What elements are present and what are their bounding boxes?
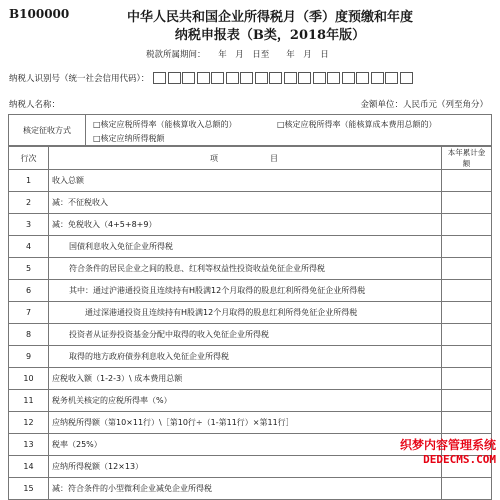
amount-cell[interactable] [442, 192, 492, 214]
taxpayer-id-label: 纳税人识别号（统一社会信用代码）： [9, 74, 150, 84]
line-number: 2 [9, 192, 49, 214]
line-item: 减：不征税收入 [49, 192, 442, 214]
form-code: B100000 [9, 7, 70, 21]
amount-cell[interactable] [442, 478, 492, 500]
table-row [9, 214, 492, 236]
taxpayer-name-label: 纳税人名称： [9, 100, 61, 110]
table-row [9, 170, 492, 192]
line-number: 1 [9, 170, 49, 192]
line-item: 应纳税所得额（第10×11行）\［第10行÷（1-第11行）×第11行］ [49, 412, 442, 434]
line-number: 8 [9, 324, 49, 346]
id-digit-box[interactable] [356, 72, 369, 84]
line-item: 取得的地方政府债券利息收入免征企业所得税 [49, 346, 442, 368]
table-row [9, 390, 492, 412]
line-number: 5 [9, 258, 49, 280]
id-digit-box[interactable] [211, 72, 224, 84]
amount-unit: 金额单位：人民币元（列至角分） [360, 100, 488, 110]
amount-cell[interactable] [442, 346, 492, 368]
line-item: 税率（25%） [49, 434, 442, 456]
id-digit-box[interactable] [255, 72, 268, 84]
id-digit-box[interactable] [153, 72, 166, 84]
line-item: 投资者从证券投资基金分配中取得的收入免征企业所得税 [49, 324, 442, 346]
line-number: 9 [9, 346, 49, 368]
amount-cell[interactable] [442, 434, 492, 456]
form-title-line2: 纳税申报表（B类，2018年版） [174, 28, 366, 43]
line-item: 应税收入额（1-2-3）\ 成本费用总额 [49, 368, 442, 390]
id-digit-box[interactable] [313, 72, 326, 84]
amount-cell[interactable] [442, 302, 492, 324]
amount-cell[interactable] [442, 214, 492, 236]
id-digit-box[interactable] [168, 72, 181, 84]
table-row [9, 368, 492, 390]
line-number: 10 [9, 368, 49, 390]
line-item: 税务机关核定的应税所得率（%） [49, 390, 442, 412]
id-digit-box[interactable] [371, 72, 384, 84]
table-row [9, 346, 492, 368]
amount-cell[interactable] [442, 236, 492, 258]
watermark-text-cn: 织梦内容管理系统 [399, 438, 496, 452]
line-item: 符合条件的居民企业之间的股息、红利等权益性投资收益免征企业所得税 [49, 258, 442, 280]
line-number: 15 [9, 478, 49, 500]
table-row [9, 302, 492, 324]
line-item: 其中：通过沪港通投资且连续持有H股满12个月取得的股息红利所得免征企业所得税 [49, 280, 442, 302]
line-number: 13 [9, 434, 49, 456]
taxpayer-id-row [9, 72, 414, 84]
table-header-row [9, 147, 492, 170]
table-row [9, 456, 492, 478]
id-digit-box[interactable] [342, 72, 355, 84]
tax-return-table [8, 146, 492, 500]
tax-period: 税款所属期间： 年 月 日至 年 月 日 [146, 50, 329, 60]
amount-cell[interactable] [442, 456, 492, 478]
collection-method-label: 核定征收方式 [9, 115, 86, 145]
line-number: 6 [9, 280, 49, 302]
option-cost-based-rate[interactable]: □核定应税所得率（能核算成本费用总额的） [277, 120, 437, 129]
line-number: 14 [9, 456, 49, 478]
taxpayer-id-boxes[interactable] [153, 72, 414, 84]
amount-cell[interactable] [442, 258, 492, 280]
amount-cell[interactable] [442, 368, 492, 390]
id-digit-box[interactable] [240, 72, 253, 84]
line-number: 12 [9, 412, 49, 434]
watermark-text-en: DEDECMS.COM [423, 453, 496, 466]
table-row [9, 258, 492, 280]
id-digit-box[interactable] [400, 72, 413, 84]
table-row [9, 280, 492, 302]
id-digit-box[interactable] [385, 72, 398, 84]
line-item: 收入总额 [49, 170, 442, 192]
table-row [9, 434, 492, 456]
id-digit-box[interactable] [197, 72, 210, 84]
table-row [9, 478, 492, 500]
table-row [9, 236, 492, 258]
line-number: 3 [9, 214, 49, 236]
line-number: 11 [9, 390, 49, 412]
form-title-line1: 中华人民共和国企业所得税月（季）度预缴和年度 [126, 10, 413, 25]
line-item: 国债利息收入免征企业所得税 [49, 236, 442, 258]
header-cumulative-amount: 本年累计金额 [442, 147, 492, 170]
amount-cell[interactable] [442, 390, 492, 412]
id-digit-box[interactable] [226, 72, 239, 84]
table-row [9, 412, 492, 434]
id-digit-box[interactable] [298, 72, 311, 84]
header-line-no: 行次 [9, 147, 49, 170]
line-item: 减：免税收入（4+5+8+9） [49, 214, 442, 236]
amount-cell[interactable] [442, 412, 492, 434]
line-item: 减：符合条件的小型微利企业减免企业所得税 [49, 478, 442, 500]
line-item: 应纳所得税额（12×13） [49, 456, 442, 478]
amount-cell[interactable] [442, 324, 492, 346]
id-digit-box[interactable] [327, 72, 340, 84]
id-digit-box[interactable] [284, 72, 297, 84]
line-item: 通过深港通投资且连续持有H股满12个月取得的股息红利所得免征企业所得税 [49, 302, 442, 324]
id-digit-box[interactable] [182, 72, 195, 84]
amount-cell[interactable] [442, 170, 492, 192]
collection-method-section [8, 114, 492, 146]
line-number: 4 [9, 236, 49, 258]
option-fixed-tax-amount[interactable]: □核定应纳所得税额 [93, 134, 165, 143]
amount-cell[interactable] [442, 280, 492, 302]
id-digit-box[interactable] [269, 72, 282, 84]
table-row [9, 192, 492, 214]
option-income-based-rate[interactable]: □核定应税所得率（能核算收入总额的） [93, 120, 237, 129]
header-item: 项 目 [49, 147, 442, 170]
table-row [9, 324, 492, 346]
line-number: 7 [9, 302, 49, 324]
